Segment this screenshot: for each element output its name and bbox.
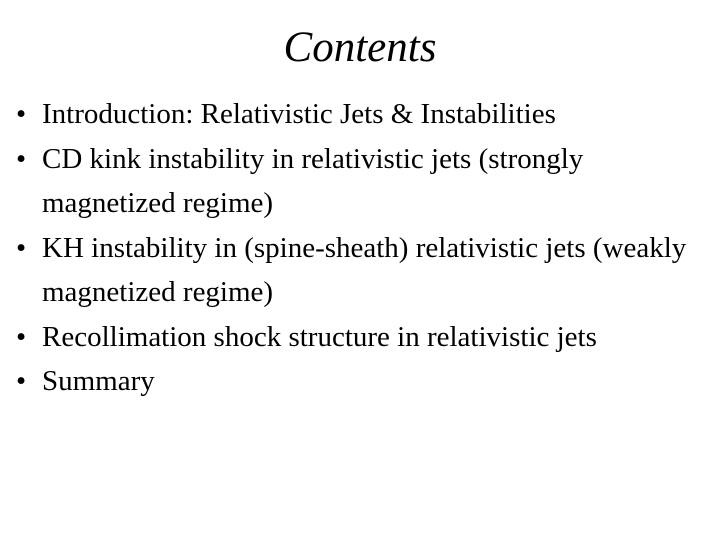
list-item (16, 315, 706, 360)
list-item (16, 226, 706, 315)
slide-title: Contents (283, 24, 437, 71)
bullet-text: Introduction: Relativistic Jets & Instabilities (42, 98, 556, 130)
bullet-text: CD kink instability in relativistic jets (strongly magnetized regime) (42, 142, 584, 219)
list-item (16, 92, 706, 137)
list-item (16, 137, 706, 226)
bullet-text: Summary (42, 365, 155, 397)
bullet-text: KH instability in (spine-sheath) relativistic jets (weakly magnetized regime) (42, 231, 687, 308)
bullet-text: Recollimation shock structure in relativistic jets (42, 320, 597, 353)
list-item (16, 359, 706, 404)
bullet-list (16, 92, 706, 404)
